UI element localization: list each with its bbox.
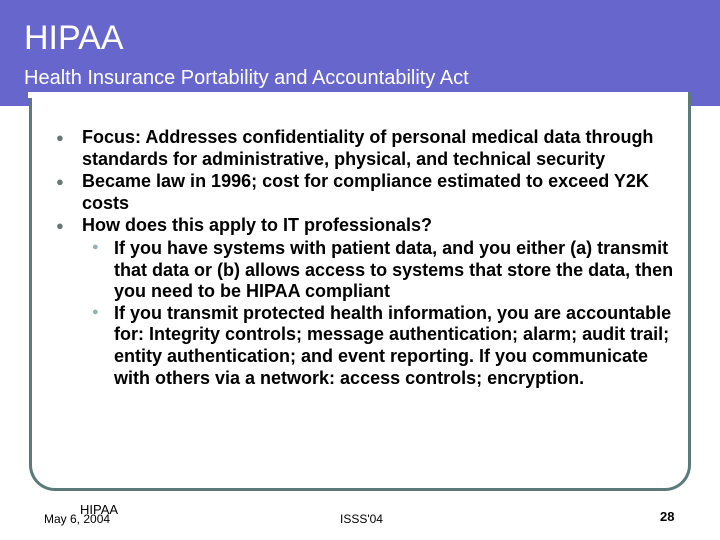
sub-bullet-item: [56, 238, 676, 303]
bullet-item: [56, 215, 676, 237]
footer-date: May 6, 2004: [44, 512, 111, 526]
slide-body: [56, 127, 676, 389]
footer-center: ISSS'04: [340, 512, 383, 526]
page-number: 28: [660, 509, 675, 524]
sub-bullet-icon: ●: [92, 305, 99, 318]
footer-label: HIPAA: [80, 502, 119, 517]
title-underline: [28, 92, 636, 98]
slide-subtitle: Health Insurance Portability and Accountability Act: [24, 67, 469, 89]
sub-bullet-text: If you transmit protected health information, you are accountable for: Integrity controls; message authentication; alarm; audit trail; entity authentication; and event reporting. If you communicate with others via a network: access controls; encryption.: [114, 302, 672, 388]
slide-title: HIPAA: [24, 19, 124, 57]
sub-bullet-item: [56, 303, 676, 389]
bullet-icon: ●: [56, 174, 64, 190]
sub-bullet-icon: ●: [92, 240, 99, 253]
bullet-text: Focus: Addresses confidentiality of personal medical data through standards for administrative, physical, and technical security: [82, 127, 654, 169]
bullet-text: How does this apply to IT professionals?: [82, 215, 433, 236]
bullet-item: [56, 171, 676, 214]
sub-bullet-text: If you have systems with patient data, and you either (a) transmit that data or (b) allows access to systems that store the data, then you need to be HIPAA compliant: [114, 237, 674, 302]
bullet-text: Became law in 1996; cost for compliance estimated to exceed Y2K costs: [82, 171, 649, 213]
bullet-icon: ●: [56, 218, 64, 234]
bullet-icon: ●: [56, 130, 64, 145]
bullet-item: [56, 127, 676, 170]
